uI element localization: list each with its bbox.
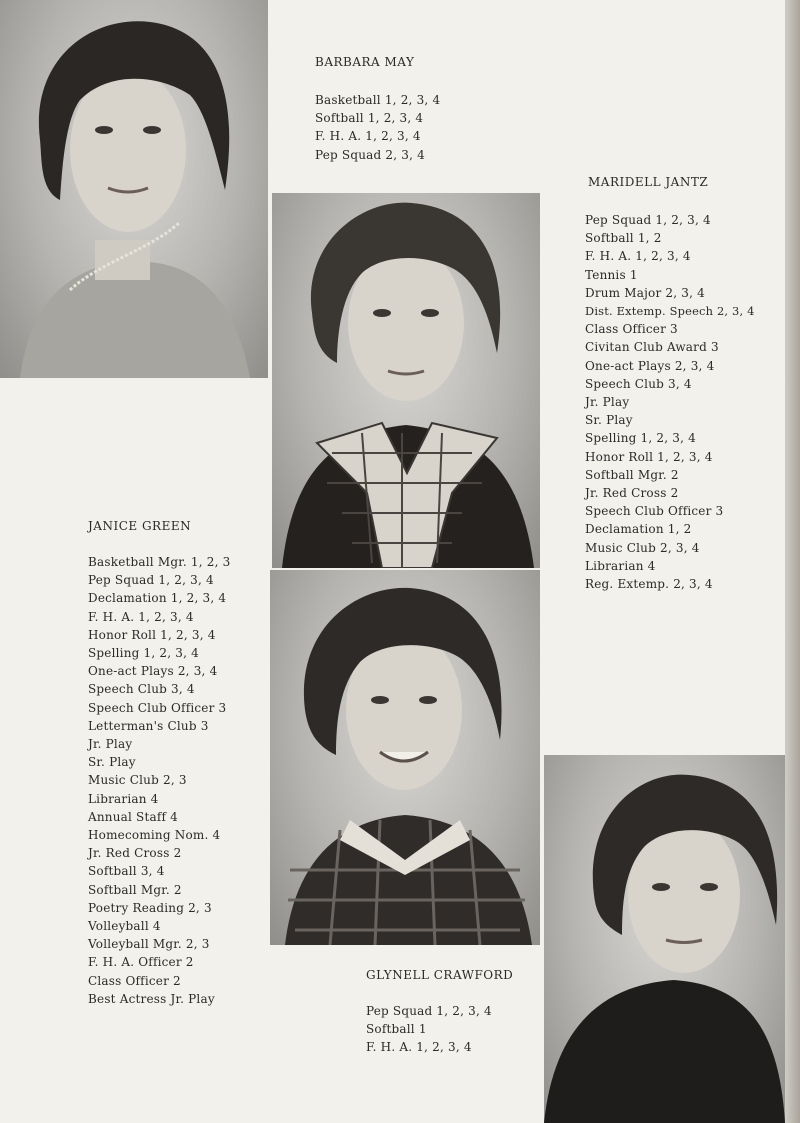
activity-item: Pep Squad 1, 2, 3, 4 [585, 213, 711, 227]
activity-item: Softball Mgr. 2 [88, 882, 182, 897]
activity-item: Reg. Extemp. 2, 3, 4 [585, 577, 713, 592]
activity-item: F. H. A. 1, 2, 3, 4 [585, 249, 691, 264]
page-edge [785, 0, 800, 1123]
activity-item: Speech Club Officer 3 [585, 504, 724, 519]
activity-item: Civitan Club Award 3 [585, 340, 719, 355]
activity-item: Sr. Play [88, 755, 136, 770]
activity-item: Librarian 4 [585, 558, 656, 573]
activity-item: Softball Mgr. 2 [585, 467, 679, 482]
student-glynell-crawford [366, 968, 513, 1057]
activity-item: Pep Squad 1, 2, 3, 4 [366, 1004, 492, 1018]
activity-item: Declamation 1, 2 [585, 522, 692, 537]
activity-item: Pep Squad 1, 2, 3, 4 [88, 573, 214, 588]
student-name: JANICE GREEN [88, 519, 192, 533]
activity-item: Honor Roll 1, 2, 3, 4 [585, 449, 713, 464]
activity-item: Librarian 4 [88, 791, 159, 806]
activity-item: F. H. A. 1, 2, 3, 4 [88, 609, 194, 624]
activity-item: F. H. A. 1, 2, 3, 4 [366, 1040, 472, 1055]
activity-item: Class Officer 3 [585, 322, 678, 337]
activity-item: Jr. Play [88, 737, 133, 752]
activity-item: Homecoming Nom. 4 [88, 828, 221, 843]
activity-item: Softball 1, 2, 3, 4 [315, 111, 424, 126]
activity-list [585, 211, 755, 593]
student-janice-green [88, 519, 230, 1008]
activity-item: Softball 3, 4 [88, 864, 165, 879]
portrait-barbara-may [0, 0, 268, 378]
activity-item: Speech Club Officer 3 [88, 700, 227, 715]
activity-item: Best Actress Jr. Play [88, 991, 215, 1006]
activity-item: Basketball Mgr. 1, 2, 3 [88, 555, 231, 569]
student-name: BARBARA MAY [315, 55, 415, 69]
activity-item: Jr. Red Cross 2 [585, 486, 679, 501]
activity-item: Speech Club 3, 4 [88, 682, 195, 697]
activity-item: Spelling 1, 2, 3, 4 [88, 646, 199, 661]
activity-item: Drum Major 2, 3, 4 [585, 285, 705, 300]
portrait-janice-green [544, 755, 785, 1123]
student-barbara-may [315, 55, 440, 164]
activity-item: Annual Staff 4 [88, 809, 178, 824]
activity-item: Basketball 1, 2, 3, 4 [315, 93, 441, 107]
portrait-maridell-jantz [272, 193, 540, 568]
activity-item: Music Club 2, 3 [88, 773, 187, 788]
activity-item: Softball 1 [366, 1022, 427, 1037]
activity-item: One-act Plays 2, 3, 4 [585, 358, 715, 373]
activity-list [88, 553, 230, 1008]
activity-item: Tennis 1 [585, 267, 638, 282]
activity-list [315, 91, 440, 164]
activity-item: F. H. A. 1, 2, 3, 4 [315, 129, 421, 144]
activity-item: Jr. Play [585, 395, 630, 410]
student-name: MARIDELL JANTZ [588, 175, 709, 189]
activity-item: Pep Squad 2, 3, 4 [315, 147, 425, 162]
student-name: GLYNELL CRAWFORD [366, 968, 514, 982]
activity-item: Spelling 1, 2, 3, 4 [585, 431, 696, 446]
activity-item: Softball 1, 2 [585, 231, 662, 246]
activity-item: Dist. Extemp. Speech 2, 3, 4 [585, 304, 755, 319]
student-maridell-jantz [582, 175, 755, 593]
activity-item: One-act Plays 2, 3, 4 [88, 664, 218, 679]
activity-item: Music Club 2, 3, 4 [585, 540, 700, 555]
activity-item: Volleyball 4 [88, 919, 161, 934]
activity-list [366, 1002, 513, 1057]
activity-item: Speech Club 3, 4 [585, 376, 692, 391]
activity-item: Poetry Reading 2, 3 [88, 900, 212, 915]
activity-item: Letterman's Club 3 [88, 718, 209, 733]
activity-item: Class Officer 2 [88, 973, 181, 988]
activity-item: Sr. Play [585, 413, 633, 428]
activity-item: Jr. Red Cross 2 [88, 846, 182, 861]
activity-item: F. H. A. Officer 2 [88, 955, 194, 970]
activity-item: Declamation 1, 2, 3, 4 [88, 591, 227, 606]
activity-item: Volleyball Mgr. 2, 3 [88, 937, 210, 952]
portrait-glynell-crawford [270, 570, 540, 945]
activity-item: Honor Roll 1, 2, 3, 4 [88, 627, 216, 642]
